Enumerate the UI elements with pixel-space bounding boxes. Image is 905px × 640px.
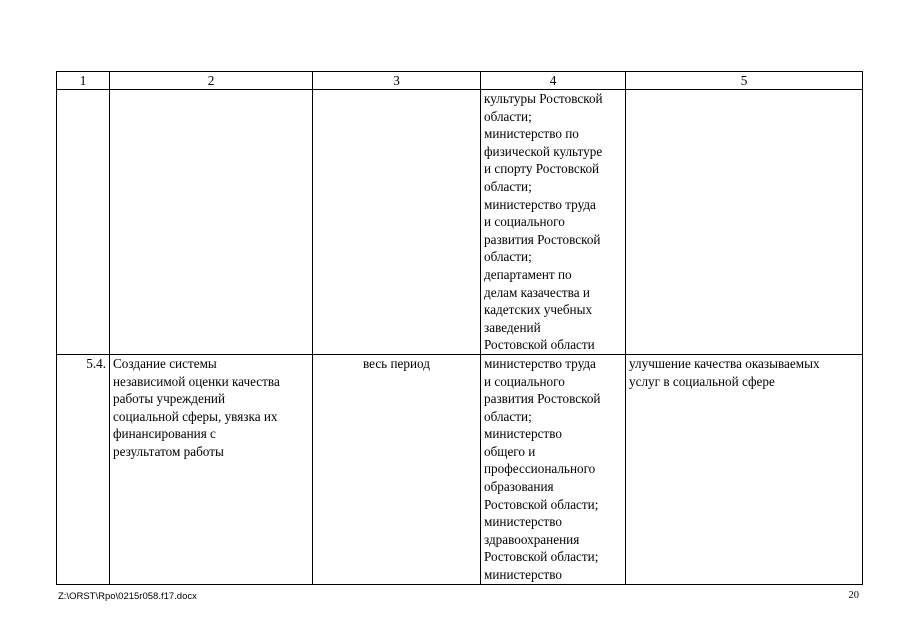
table-row: [57, 354, 863, 584]
header-col-2: 2: [110, 72, 313, 90]
measures-table: [56, 71, 863, 585]
row-number: [57, 90, 110, 355]
period-cell: [313, 90, 481, 355]
result-cell: [626, 90, 863, 355]
period-cell: весь период: [313, 354, 481, 584]
result-cell: улучшение качества оказываемых услуг в социальной сфере: [626, 354, 863, 584]
row-number: 5.4.: [57, 354, 110, 584]
header-col-3: 3: [313, 72, 481, 90]
executors-cell: культуры Ростовской области; министерство по физической культуре и спорту Ростовской области; министерство труда и социального развития Ростовской области; департамент по делам казачества и кадетских учебных заведений Ростовской области: [481, 90, 626, 355]
header-col-5: 5: [626, 72, 863, 90]
footer-file-path: Z:\ORST\Rpo\0215r058.f17.docx: [58, 591, 197, 602]
header-col-4: 4: [481, 72, 626, 90]
table-row: [57, 90, 863, 355]
footer-page-number: 20: [848, 590, 859, 601]
header-row: [57, 72, 863, 90]
header-col-1: 1: [57, 72, 110, 90]
measure-cell: Создание системы независимой оценки качества работы учреждений социальной сферы, увязка их финансирования с результатом работы: [110, 354, 313, 584]
executors-cell: министерство труда и социального развития Ростовской области; министерство общего и профессионального образования Ростовской области; министерство здравоохранения Ростовской области; министерство: [481, 354, 626, 584]
measure-cell: [110, 90, 313, 355]
